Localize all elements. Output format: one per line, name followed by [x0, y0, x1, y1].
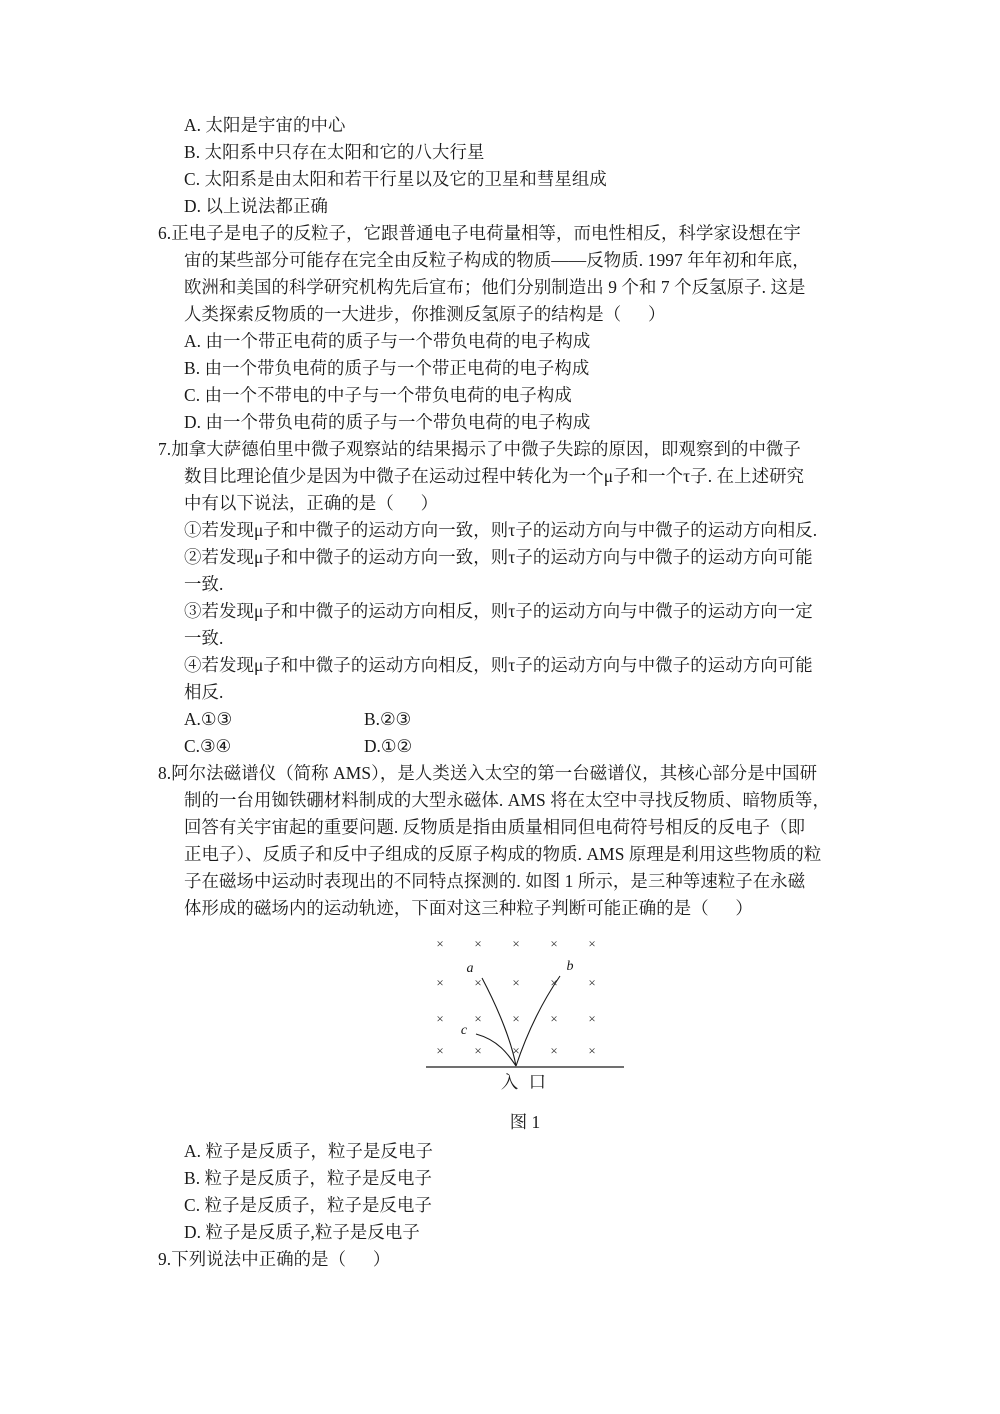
trajectory-a: [482, 978, 516, 1066]
statement-line: 一致.: [184, 628, 224, 648]
option-row: D. 由一个带负电荷的质子与一个带负电荷的电子构成: [184, 412, 591, 432]
option-row: B. 太阳系中只存在太阳和它的八大行星: [184, 142, 485, 162]
question-8: [158, 760, 882, 1246]
question-6-line: [158, 220, 882, 247]
question-text: 正电子是电子的反粒子，它跟普通电子电荷量相等，而电性相反，科学家设想在宇: [171, 223, 801, 243]
trajectory-a-label: a: [466, 961, 474, 976]
field-cross-icon: ×: [550, 1011, 558, 1026]
figure-caption: 图 1: [509, 1112, 541, 1132]
statement-line: ②若发现μ子和中微子的运动方向一致，则τ子的运动方向与中微子的运动方向可能: [184, 547, 813, 567]
option-row: D. 以上说法都正确: [184, 196, 328, 216]
field-cross-icon: ×: [588, 936, 596, 951]
exam-content: [158, 112, 882, 1273]
question-7-line: 中有以下说法，正确的是（ ）: [184, 493, 439, 513]
figure-1: [158, 926, 882, 1138]
question-9-line: [158, 1246, 882, 1273]
question-number: 6.: [158, 223, 172, 243]
trajectory-c: [476, 1034, 516, 1066]
statement-line: ③若发现μ子和中微子的运动方向相反，则τ子的运动方向与中微子的运动方向一定: [184, 601, 813, 621]
field-cross-icon: ×: [436, 975, 444, 990]
question-7: [158, 436, 882, 760]
question-8-line: 正电子）、反质子和反中子组成的反原子构成的物质. AMS 原理是利用这些物质的粒: [184, 844, 822, 864]
question-6-line: 宙的某些部分可能存在完全由反粒子构成的物质——反物质. 1997 年年初和年底，: [184, 250, 810, 270]
field-cross-icon: ×: [588, 975, 596, 990]
question-6-line: 人类探索反物质的一大进步，你推测反氢原子的结构是（ ）: [184, 304, 666, 324]
field-cross-icon: ×: [512, 1011, 520, 1026]
option-row: B. 由一个带负电荷的质子与一个带正电荷的电子构成: [184, 358, 590, 378]
field-cross-icon: ×: [436, 936, 444, 951]
field-cross-icon: ×: [474, 1011, 482, 1026]
question-8-line: [158, 760, 882, 787]
field-cross-icon: ×: [512, 1043, 520, 1058]
figure-entry-label: 入 口: [500, 1072, 550, 1092]
option-row: A. 由一个带正电荷的质子与一个带负电荷的电子构成: [184, 331, 591, 351]
question-8-line: 回答有关宇宙起的重要问题. 反物质是指由质量相同但电荷符号相反的反电子（即: [184, 817, 806, 837]
statement-line: ④若发现μ子和中微子的运动方向相反，则τ子的运动方向与中微子的运动方向可能: [184, 655, 813, 675]
question-7-line: 数目比理论值少是因为中微子在运动过程中转化为一个μ子和一个τ子. 在上述研究: [184, 466, 805, 486]
option-cell: D.①②: [364, 736, 413, 756]
option-row: D. 粒子是反质子,粒子是反电子: [184, 1222, 420, 1242]
question-6-line: 欧洲和美国的科学研究机构先后宣布；他们分别制造出 9 个和 7 个反氢原子. 这是: [184, 277, 806, 297]
option-cell: B.②③: [364, 709, 412, 729]
field-cross-grid: [436, 936, 595, 1058]
statement-line: 一致.: [184, 574, 224, 594]
option-row: A. 粒子是反质子，粒子是反电子: [184, 1141, 433, 1161]
field-cross-icon: ×: [512, 936, 520, 951]
question-number: 8.: [158, 763, 172, 783]
question-7-line: [158, 436, 882, 463]
statement-line: 相反.: [184, 682, 224, 702]
question-number: 9.: [158, 1249, 172, 1269]
field-cross-icon: ×: [588, 1043, 596, 1058]
option-row: A. 太阳是宇宙的中心: [184, 115, 346, 135]
option-row: C. 粒子是反质子，粒子是反电子: [184, 1195, 432, 1215]
question-8-line: 子在磁场中运动时表现出的不同特点探测的. 如图 1 所示，是三种等速粒子在永磁: [184, 871, 806, 891]
option-row: C. 太阳系是由太阳和若干行星以及它的卫星和彗星组成: [184, 169, 607, 189]
field-cross-icon: ×: [474, 975, 482, 990]
option-row: C. 由一个不带电的中子与一个带负电荷的电子构成: [184, 385, 572, 405]
trajectory-c-label: c: [460, 1023, 468, 1038]
field-cross-icon: ×: [550, 975, 558, 990]
field-cross-icon: ×: [588, 1011, 596, 1026]
option-row: [158, 706, 882, 733]
field-cross-icon: ×: [550, 1043, 558, 1058]
question-6: [158, 220, 882, 436]
question-5-options: [158, 112, 882, 220]
trajectory-b-label: b: [566, 959, 574, 974]
question-8-line: 制的一台用铷铁硼材料制成的大型永磁体. AMS 将在太空中寻找反物质、暗物质等，: [184, 790, 831, 810]
field-cross-icon: ×: [436, 1011, 444, 1026]
field-cross-icon: ×: [474, 1043, 482, 1058]
field-cross-icon: ×: [512, 975, 520, 990]
option-row: B. 粒子是反质子，粒子是反电子: [184, 1168, 432, 1188]
question-text: 加拿大萨德伯里中微子观察站的结果揭示了中微子失踪的原因，即观察到的中微子: [171, 439, 801, 459]
option-row: [158, 733, 882, 760]
question-9: [158, 1246, 882, 1273]
field-cross-icon: ×: [474, 936, 482, 951]
option-cell: C.③④: [184, 736, 232, 756]
question-8-line: 体形成的磁场内的运动轨迹，下面对这三种粒子判断可能正确的是（ ）: [184, 898, 753, 918]
question-number: 7.: [158, 439, 172, 459]
question-text: 阿尔法磁谱仪（简称 AMS），是人类送入太空的第一台磁谱仪，其核心部分是中国研: [171, 763, 818, 783]
field-cross-icon: ×: [550, 936, 558, 951]
option-cell: A.①③: [184, 709, 233, 729]
question-text: 下列说法中正确的是（ ）: [171, 1249, 391, 1269]
statement-line: ①若发现μ子和中微子的运动方向一致，则τ子的运动方向与中微子的运动方向相反.: [184, 520, 818, 540]
field-cross-icon: ×: [436, 1043, 444, 1058]
